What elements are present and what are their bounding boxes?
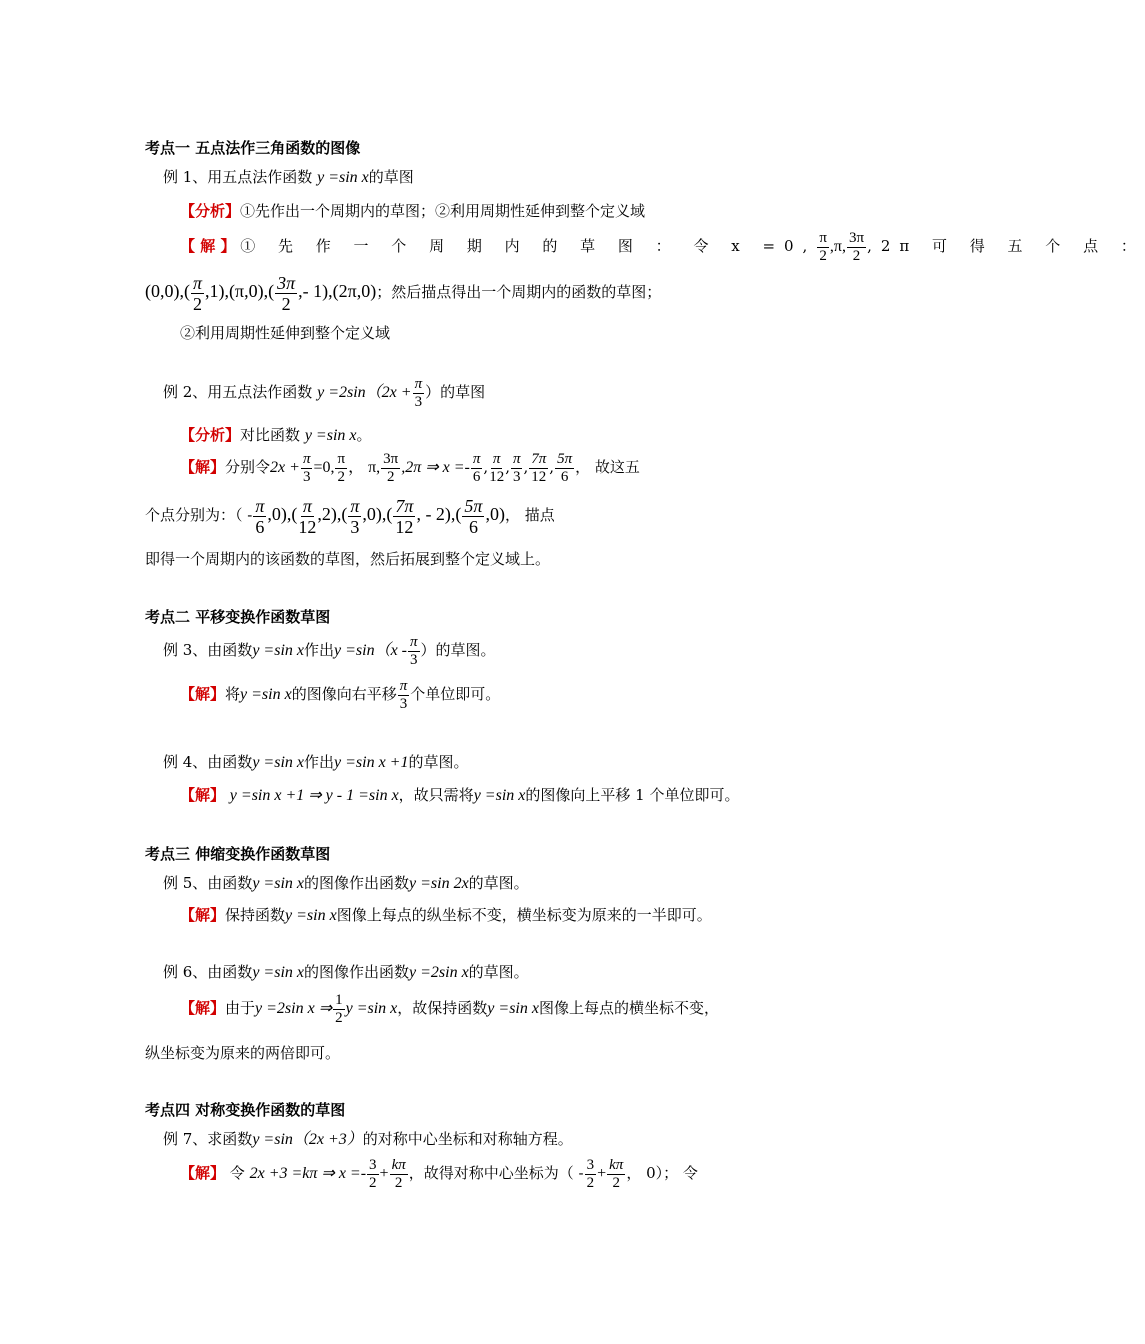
points-b: ,1),(π,0),( bbox=[205, 281, 275, 301]
example-6 bbox=[163, 961, 1113, 984]
solution-5-pre: 保持函数 bbox=[225, 906, 286, 924]
solution-6-func: y =sin x bbox=[487, 1000, 539, 1017]
analysis-tag: 【分析】 bbox=[180, 202, 241, 220]
point-sep: ,0),( bbox=[362, 504, 393, 524]
solution-7-pre: 令 bbox=[229, 1164, 245, 1182]
solution-tag: 【解】 bbox=[180, 906, 226, 924]
example-1-func: y =sin x bbox=[317, 169, 369, 186]
points-end: ， 描点 bbox=[504, 506, 555, 524]
example-2-func-b: ）的草图 bbox=[425, 383, 486, 401]
example-7-func: y =sin（2x +3） bbox=[252, 1131, 363, 1148]
fraction-one-half: $\frac{1}{2}$ bbox=[335, 991, 343, 1026]
solution-2: 【解】分别令2x + $\frac{\pi}{3}$ =0, $\frac{\pi}{2}$ ， π, $\frac{3\pi}{2}$ ,2π ⇒ x =- $\frac{\pi}{6}$ , $\frac{\pi}{12}$ , $\frac{\pi}{3}$ , $\frac{7\pi}{12}$ , $\frac{5\pi}{6}$ ， 故这五 bbox=[180, 450, 640, 485]
analysis-1-text: ①先作出一个周期内的草图；②利用周期性延伸到整个定义域 bbox=[240, 202, 646, 220]
plus-sign: + bbox=[597, 1165, 607, 1182]
analysis-2-func: y =sin x bbox=[304, 427, 357, 444]
solution-4-end: 的图像向上平移 1 个单位即可。 bbox=[525, 786, 740, 804]
fraction: $\frac{\pi}{12}$ bbox=[298, 495, 317, 537]
solution-4-func: y =sin x bbox=[473, 787, 526, 804]
fraction: $\frac{5\pi}{6}$ bbox=[464, 495, 483, 537]
point-sep: ,2),( bbox=[317, 504, 348, 524]
solution-5-end: 图像上每点的纵坐标不变，横坐标变为原来的一半即可。 bbox=[336, 906, 712, 924]
solution-4 bbox=[180, 784, 1130, 807]
example-6-label: 例 6、由函数 bbox=[163, 963, 253, 981]
fraction: $\frac{3}{2}$ bbox=[369, 1156, 377, 1191]
fraction: $\frac{\pi}{3}$ bbox=[350, 495, 360, 537]
fraction: $\frac{3\pi}{2}$ bbox=[383, 450, 399, 485]
analysis-1 bbox=[180, 200, 1130, 222]
example-3-func-2: y =sin（x - bbox=[334, 642, 408, 659]
fraction: $\frac{5\pi}{6}$ bbox=[557, 450, 573, 485]
solution-1-mid: ,π, bbox=[829, 238, 846, 255]
example-2 bbox=[163, 372, 1113, 412]
points-text: ；然后描点得出一个周期内的函数的草图； bbox=[376, 283, 662, 301]
section-3-title: 考点三 伸缩变换作函数草图 bbox=[145, 845, 331, 863]
five-points-2 bbox=[145, 492, 1095, 536]
fraction-3pi-over-2-b: $\frac{3\pi}{2}$ bbox=[277, 272, 296, 314]
section-1-title: 考点一 五点法作三角函数的图像 bbox=[145, 139, 361, 157]
fraction: $\frac{k\pi}{2}$ bbox=[391, 1156, 406, 1191]
solution-4-mid: ，故只需将 bbox=[398, 786, 474, 804]
solution-7-eq: 2x +3 =kπ ⇒ x =- bbox=[249, 1165, 367, 1182]
solution-tag: 【解】 bbox=[180, 999, 226, 1017]
analysis-2 bbox=[180, 424, 1130, 447]
solution-6-end: 图像上每点的横坐标不变， bbox=[538, 999, 719, 1017]
fraction: $\frac{\pi}{3}$ bbox=[512, 450, 521, 485]
solution-7-end: ， 0）； 令 bbox=[626, 1164, 698, 1182]
plus-sign: + bbox=[379, 1165, 389, 1182]
fraction: $\frac{\pi}{6}$ bbox=[472, 450, 481, 485]
solution-2-eq-d: ,2π ⇒ x =- bbox=[401, 459, 470, 476]
solution-1 bbox=[180, 226, 1145, 266]
solution-2-end: ， 故这五 bbox=[575, 458, 640, 476]
solution-tag: 【 解 】 bbox=[180, 237, 236, 255]
example-4-end: 的草图。 bbox=[408, 753, 469, 771]
example-1 bbox=[163, 166, 1113, 189]
example-6-func-1: y =sin x bbox=[252, 964, 304, 981]
step-2: ②利用周期性延伸到整个定义域 bbox=[180, 324, 391, 342]
example-6-end: 的草图。 bbox=[468, 963, 529, 981]
example-2-func-a: y =2sin（2x + bbox=[317, 384, 412, 401]
solution-tag: 【解】 bbox=[180, 786, 226, 804]
solution-3-mid: 的图像向右平移 bbox=[291, 685, 397, 703]
solution-tag: 【解】 bbox=[180, 1164, 226, 1182]
fraction: $\frac{7\pi}{12}$ bbox=[395, 495, 414, 537]
point-sep: ,0),( bbox=[267, 504, 298, 524]
fraction-pi-over-2: $\frac{\pi}{2}$ bbox=[819, 229, 827, 264]
fraction: $\frac{\pi}{3}$ bbox=[410, 633, 418, 668]
fraction-3pi-over-2: $\frac{3\pi}{2}$ bbox=[848, 229, 865, 264]
solution-5 bbox=[180, 904, 1130, 927]
solution-1-post: ,2π 可 得 五 个 点 ： bbox=[867, 237, 1145, 255]
solution-6-cont: 纵坐标变为原来的两倍即可。 bbox=[145, 1044, 341, 1062]
example-4-func-1: y =sin x bbox=[252, 754, 304, 771]
section-4-title: 考点四 对称变换作函数的草图 bbox=[145, 1101, 346, 1119]
fraction: $\frac{\pi}{3}$ bbox=[302, 450, 311, 485]
example-3-label: 例 3、由函数 bbox=[163, 641, 253, 659]
example-4 bbox=[163, 751, 1113, 774]
solution-4-eq: y =sin x +1 ⇒ y - 1 =sin x bbox=[229, 787, 399, 804]
analysis-2-text: 对比函数 bbox=[240, 426, 301, 444]
solution-6 bbox=[180, 988, 1130, 1028]
solution-6-mid: ，故保持函数 bbox=[397, 999, 488, 1017]
solution-2-pre: 分别令 bbox=[225, 458, 271, 476]
solution-2-final: 即得一个周期内的该函数的草图，然后拓展到整个定义域上。 bbox=[145, 550, 551, 568]
solution-7-mid: ，故得对称中心坐标为（ - bbox=[408, 1164, 584, 1182]
points-lead: 个点分别为：（ - bbox=[145, 506, 253, 524]
example-6-mid: 的图像作出函数 bbox=[303, 963, 409, 981]
example-5-label: 例 5、由函数 bbox=[163, 874, 253, 892]
example-5-func-2: y =sin 2x bbox=[409, 875, 469, 892]
solution-tag: 【解】 bbox=[180, 685, 226, 703]
points-a: (0,0),( bbox=[145, 281, 190, 301]
example-4-label: 例 4、由函数 bbox=[163, 753, 253, 771]
solution-7 bbox=[180, 1153, 1130, 1193]
fraction: $\frac{k\pi}{2}$ bbox=[609, 1156, 624, 1191]
fraction: $\frac{7\pi}{12}$ bbox=[531, 450, 547, 485]
solution-6-eq-1: y =2sin x ⇒ bbox=[255, 1000, 333, 1017]
example-5-end: 的草图。 bbox=[468, 874, 529, 892]
solution-3-end: 个单位即可。 bbox=[410, 685, 501, 703]
fraction: $\frac{\pi}{3}$ bbox=[399, 677, 408, 712]
example-3 bbox=[163, 630, 1113, 670]
solution-5-func: y =sin x bbox=[285, 907, 337, 924]
fraction-pi-over-3: $\frac{\pi}{3}$ bbox=[414, 375, 423, 410]
analysis-tag: 【分析】 bbox=[180, 426, 241, 444]
solution-2-eq-a: 2x + bbox=[270, 459, 300, 476]
example-4-func-2: y =sin x +1 bbox=[334, 754, 409, 771]
example-3-end: ）的草图。 bbox=[420, 641, 496, 659]
example-3-mid: 作出 bbox=[303, 641, 334, 659]
points-c: ,- 1),(2π,0) bbox=[298, 281, 377, 301]
example-5 bbox=[163, 872, 1113, 895]
solution-3 bbox=[180, 674, 1130, 714]
point-sep: , - 2),( bbox=[416, 504, 462, 524]
solution-2-eq-c: ， π, bbox=[348, 459, 381, 476]
example-2-label: 例 2、用五点法作函数 bbox=[163, 383, 313, 401]
solution-3-pre: 将 bbox=[225, 685, 241, 703]
solution-6-pre: 由于 bbox=[225, 999, 256, 1017]
example-5-func-1: y =sin x bbox=[252, 875, 304, 892]
solution-3-func: y =sin x bbox=[240, 686, 292, 703]
example-7-label: 例 7、求函数 bbox=[163, 1130, 253, 1148]
example-5-mid: 的图像作出函数 bbox=[303, 874, 409, 892]
solution-tag: 【解】 bbox=[180, 458, 226, 476]
solution-2-eq-b: =0, bbox=[313, 459, 335, 476]
fraction: $\frac{3}{2}$ bbox=[586, 1156, 595, 1191]
fraction-pi-over-2-b: $\frac{\pi}{2}$ bbox=[192, 272, 203, 314]
point-sep: ,0) bbox=[485, 504, 505, 524]
analysis-2-end: 。 bbox=[356, 426, 372, 444]
example-4-mid: 作出 bbox=[303, 753, 334, 771]
example-6-func-2: y =2sin x bbox=[409, 964, 469, 981]
fraction: $\frac{\pi}{6}$ bbox=[255, 495, 265, 537]
fraction: $\frac{\pi}{12}$ bbox=[489, 450, 505, 485]
fraction: $\frac{\pi}{2}$ bbox=[337, 450, 346, 485]
solution-6-eq-2: y =sin x bbox=[345, 1000, 398, 1017]
example-7-end: 的对称中心坐标和对称轴方程。 bbox=[362, 1130, 573, 1148]
example-1-label: 例 1、用五点法作函数 bbox=[163, 168, 313, 186]
solution-1-pre: ① 先 作 一 个 周 期 内 的 草 图 ： 令 x =0, bbox=[240, 237, 817, 255]
example-7 bbox=[163, 1128, 1113, 1151]
example-1-end: 的草图 bbox=[368, 168, 414, 186]
example-3-func-1: y =sin x bbox=[252, 642, 304, 659]
five-points-1 bbox=[145, 269, 1095, 313]
section-2-title: 考点二 平移变换作函数草图 bbox=[145, 608, 331, 626]
